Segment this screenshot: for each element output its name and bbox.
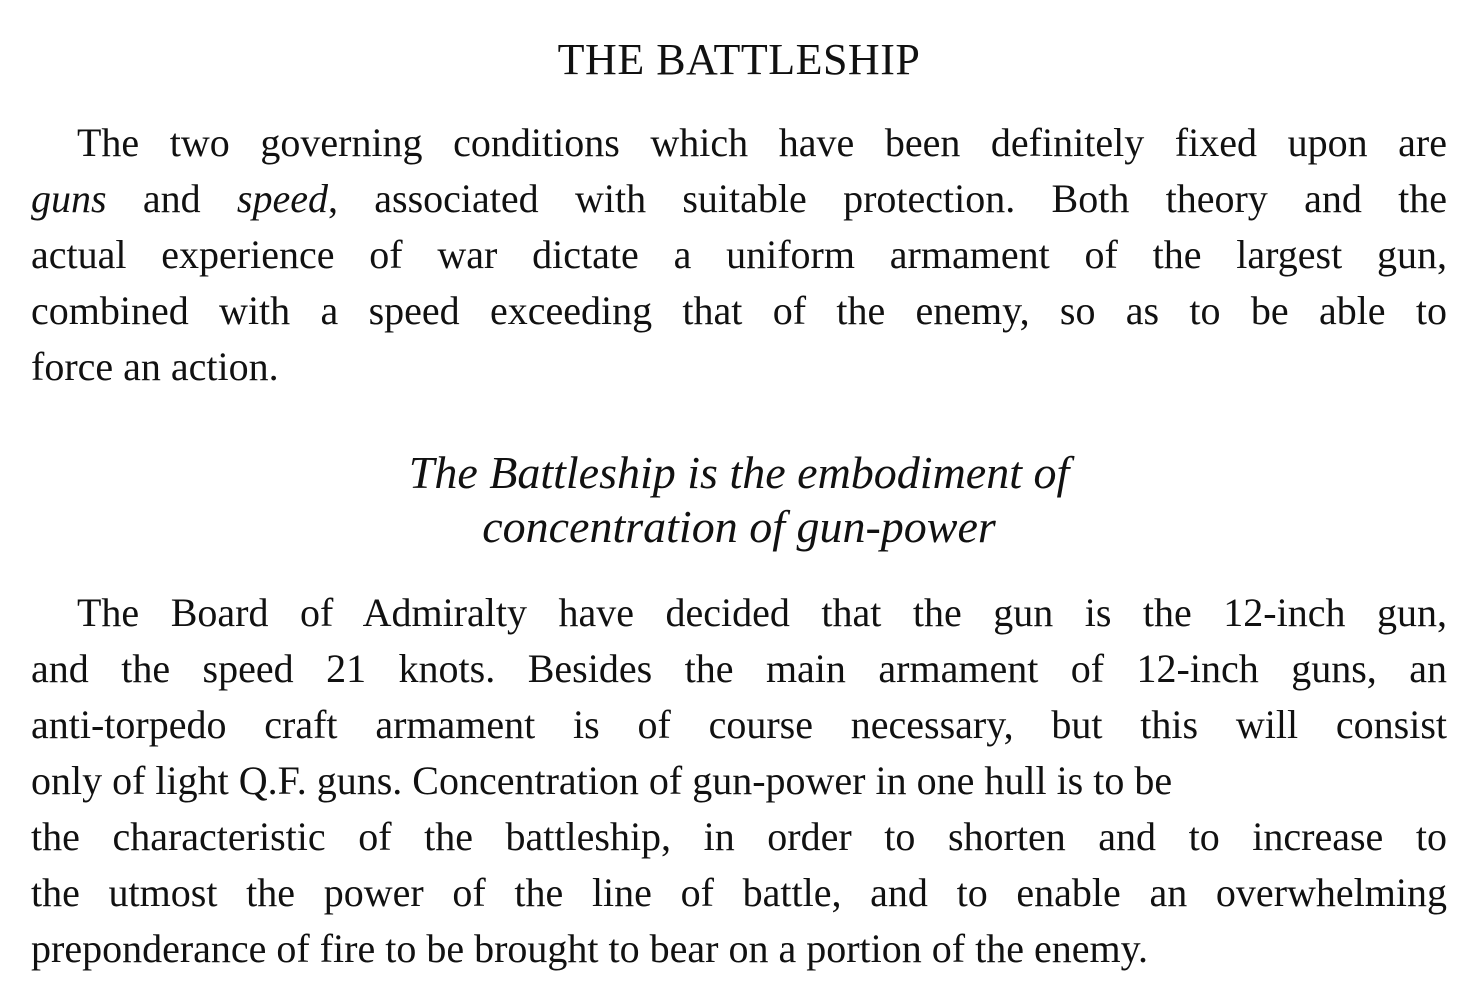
paragraph-2-line-3: anti-torpedo craft armament is of course necessary, but this will consist bbox=[31, 702, 1447, 747]
paragraph-2 bbox=[31, 585, 1447, 977]
paragraph-1-line-2-rest: , associated with suitable protection. Both theory and the bbox=[328, 176, 1447, 221]
subheading-line-2: concentration of gun-power bbox=[482, 501, 996, 552]
paragraph-2-line-1: The Board of Admiralty have decided that the gun is the 12-inch gun, bbox=[77, 590, 1447, 635]
paragraph-1 bbox=[31, 115, 1447, 395]
paragraph-1-line-1: The two governing conditions which have been definitely fixed upon are bbox=[77, 120, 1447, 165]
paragraph-1-line-3: actual experience of war dictate a uniform armament of the largest gun, bbox=[31, 232, 1447, 277]
section-subheading bbox=[31, 446, 1447, 554]
paragraph-1-line-2 bbox=[31, 171, 1447, 227]
emphasis-speed: speed bbox=[236, 176, 328, 221]
paragraph-1-line-4: combined with a speed exceeding that of the enemy, so as to be able to bbox=[31, 288, 1447, 333]
paragraph-2-line-7: preponderance of fire to be brought to bear on a portion of the enemy. bbox=[31, 926, 1148, 971]
subheading-line-1: The Battleship is the embodiment of bbox=[408, 447, 1070, 498]
page-title: THE BATTLESHIP bbox=[557, 35, 921, 84]
paragraph-2-line-2: and the speed 21 knots. Besides the main armament of 12-inch guns, an bbox=[31, 646, 1447, 691]
paragraph-2-line-4: only of light Q.F. guns. Concentration of gun-power in one hull is to be bbox=[31, 758, 1173, 803]
paragraph-1-line-5: force an action. bbox=[31, 344, 279, 389]
paragraph-2-line-6: the utmost the power of the line of battle, and to enable an overwhelming bbox=[31, 870, 1447, 915]
emphasis-guns: guns bbox=[31, 176, 107, 221]
document-page bbox=[31, 0, 1447, 998]
paragraph-1-line-2-mid: and bbox=[106, 176, 237, 221]
paragraph-2-line-5: the characteristic of the battleship, in order to shorten and to increase to bbox=[31, 814, 1447, 859]
